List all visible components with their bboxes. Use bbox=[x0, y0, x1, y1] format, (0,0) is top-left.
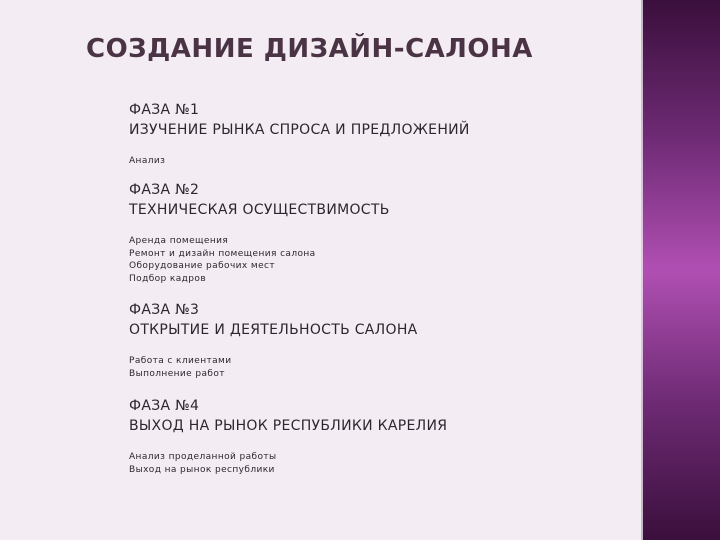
phase-3-item: Работа с клиентами bbox=[129, 356, 232, 366]
phase-1-heading bbox=[129, 100, 470, 140]
phase-3-number: ФАЗА №3 bbox=[129, 302, 200, 318]
phase-2-heading bbox=[129, 180, 390, 220]
phase-1-items bbox=[129, 155, 165, 168]
phase-1-name: ИЗУЧЕНИЕ РЫНКА СПРОСА И ПРЕДЛОЖЕНИЙ bbox=[129, 122, 470, 138]
phase-3-items bbox=[129, 355, 231, 380]
phase-4-items bbox=[129, 451, 277, 476]
phase-4-number: ФАЗА №4 bbox=[129, 398, 200, 414]
phase-4-item: Анализ проделанной работы bbox=[129, 452, 277, 462]
phase-4-item: Выход на рынок республики bbox=[129, 464, 275, 475]
phase-3-heading bbox=[129, 300, 418, 340]
phase-2-number: ФАЗА №2 bbox=[129, 182, 200, 198]
side-bar-divider bbox=[641, 0, 643, 540]
phase-2-item: Оборудование рабочих мест bbox=[129, 261, 276, 271]
phase-2-item: Подбор кадров bbox=[129, 273, 207, 284]
slide-title: СОЗДАНИЕ ДИЗАЙН-САЛОНА bbox=[86, 34, 533, 64]
phase-2-name: ТЕХНИЧЕСКАЯ ОСУЩЕСТВИМОСТЬ bbox=[129, 202, 390, 218]
phase-4-heading bbox=[129, 396, 447, 436]
phase-3-name: ОТКРЫТИЕ И ДЕЯТЕЛЬНОСТЬ САЛОНА bbox=[129, 322, 418, 338]
phase-1-number: ФАЗА №1 bbox=[129, 102, 200, 118]
phase-1-item: Анализ bbox=[129, 156, 166, 166]
decorative-side-bar bbox=[641, 0, 720, 540]
phase-2-items bbox=[129, 235, 316, 285]
phase-2-item: Аренда помещения bbox=[129, 236, 229, 246]
phase-2-item: Ремонт и дизайн помещения салона bbox=[129, 248, 316, 259]
phase-4-name: ВЫХОД НА РЫНОК РЕСПУБЛИКИ КАРЕЛИЯ bbox=[129, 418, 448, 434]
phase-3-item: Выполнение работ bbox=[129, 368, 225, 379]
